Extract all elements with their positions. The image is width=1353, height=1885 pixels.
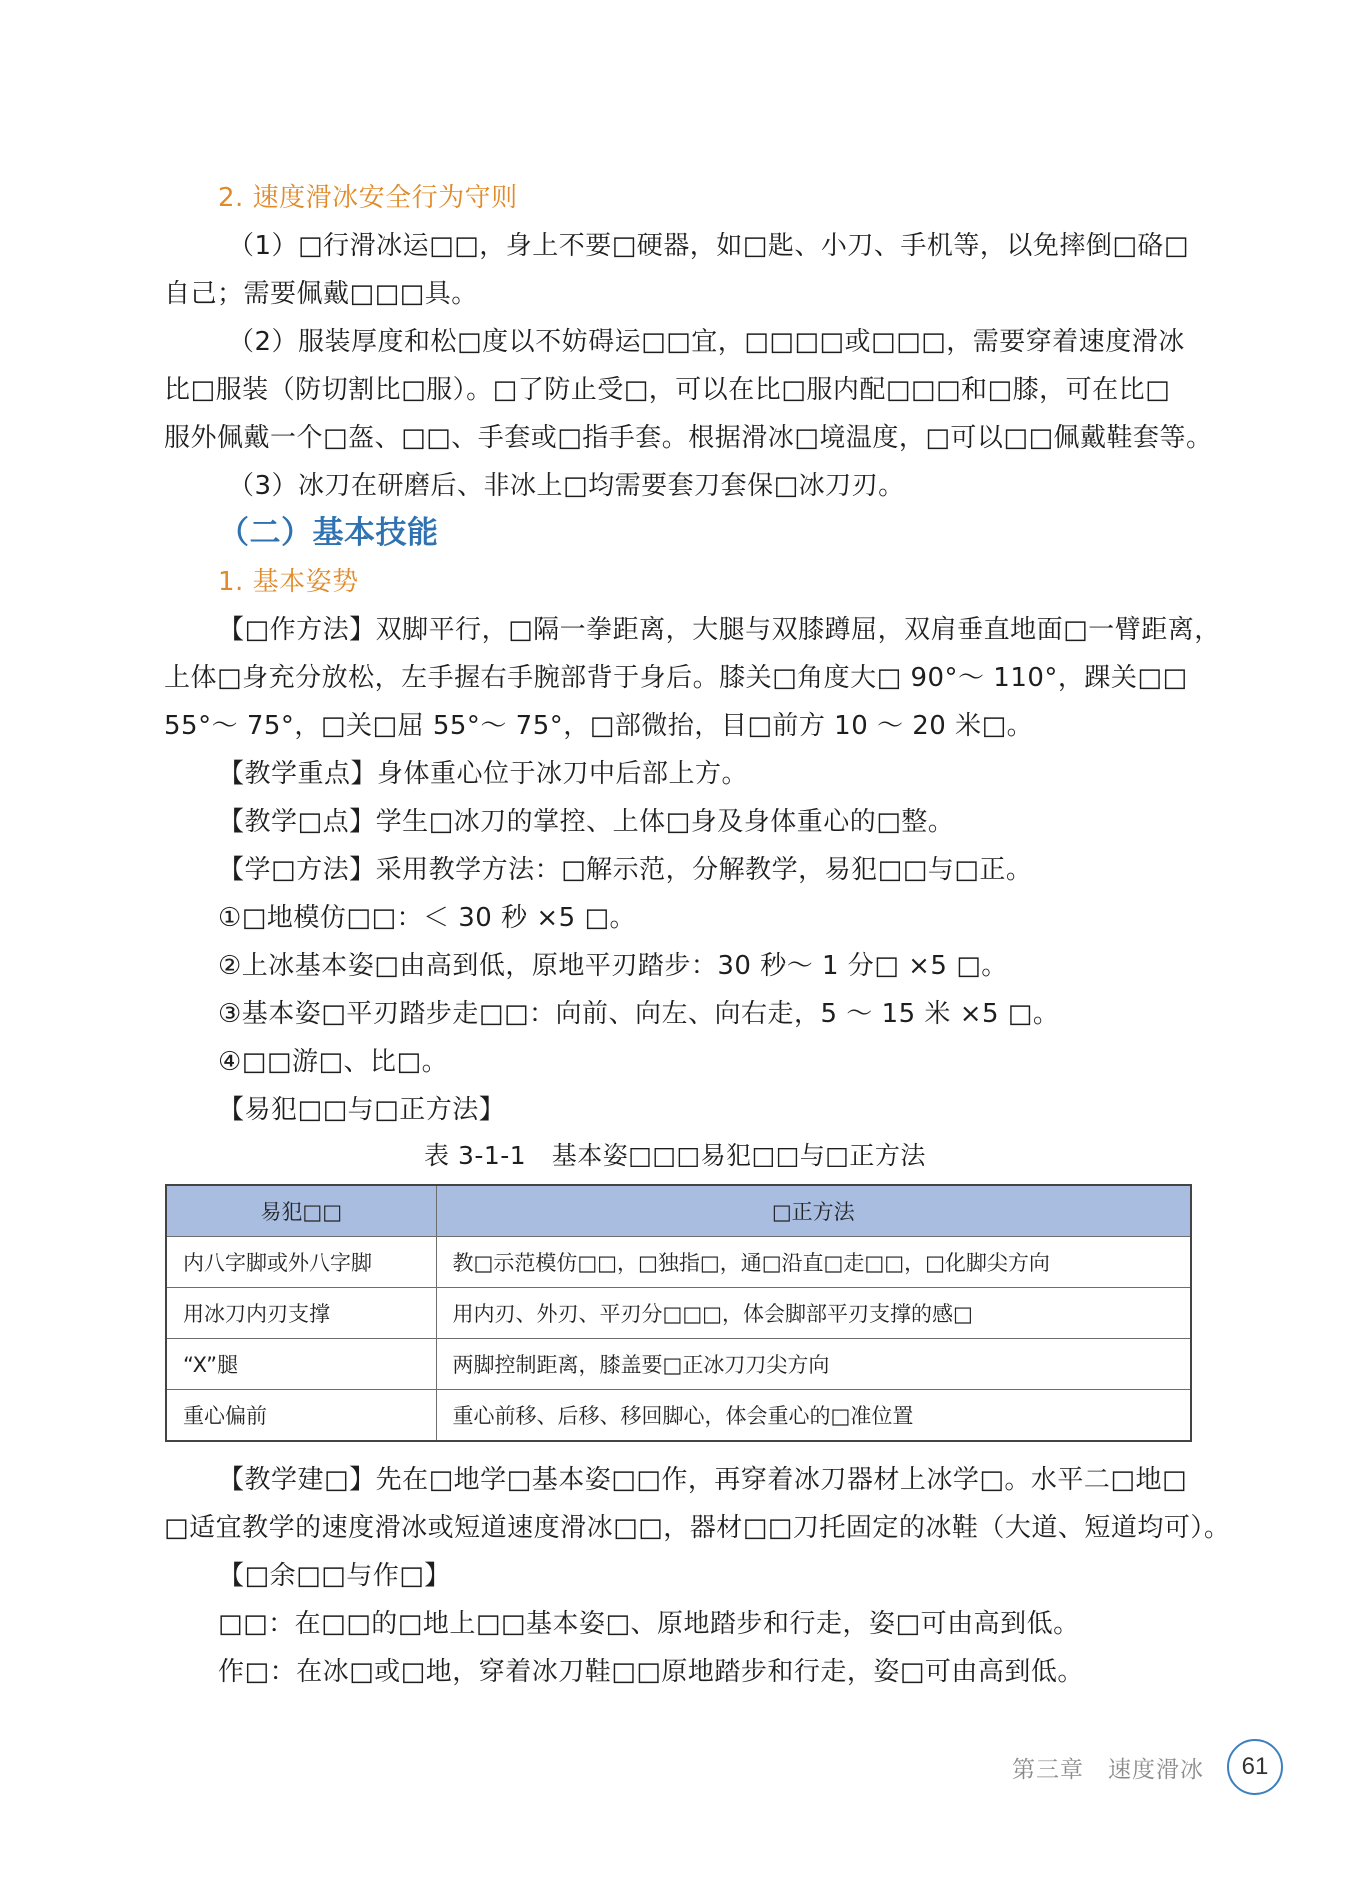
page-number-text: 61 [1241, 1753, 1269, 1780]
table-header-errors: 易犯□□ [166, 1185, 436, 1237]
table-cell-correction: 重心前移、后移、移回脚心，体会重心的□准位置 [436, 1390, 1191, 1442]
extra-practice-line-1: □□：在□□的□地上□□基本姿□、原地踏步和行走，姿□可由高到低。 [218, 1609, 1080, 1639]
teaching-suggestion-line-1: 【教学建□】先在□地学□基本姿□□作，再穿着冰刀器材上冰学□。水平二□地□ [218, 1465, 1188, 1495]
practice-step-3: ③基本姿□平刃踏步走□□：向前、向左、向右走，5 ～ 15 米 ×5 □。 [218, 999, 1060, 1029]
table-cell-error: 内八字脚或外八字脚 [166, 1237, 436, 1288]
table-cell-correction: 教□示范模仿□□，□独指□，通□沿直□走□□，□化脚尖方向 [436, 1237, 1191, 1288]
practice-step-2: ②上冰基本姿□由高到低，原地平刃踏步：30 秒～ 1 分□ ×5 □。 [218, 951, 1008, 981]
teaching-suggestion-line-2: □适宜教学的速度滑冰或短道速度滑冰□□，器材□□刀托固定的冰鞋（大道、短道均可）。 [164, 1513, 1231, 1543]
table-cell-error: “X”腿 [166, 1339, 436, 1390]
table-row [166, 1339, 1191, 1390]
action-method-line-3: 55°～ 75°，□关□屈 55°～ 75°，□部微抬，目□前方 10 ～ 20 米□。 [164, 711, 1034, 741]
table-caption: 表 3-1-1 基本姿□□□易犯□□与□正方法 [424, 1141, 926, 1170]
table-cell-error: 重心偏前 [166, 1390, 436, 1442]
safety-paragraph-1-line-2: 自己；需要佩戴□□□具。 [164, 279, 478, 309]
page-number [1227, 1739, 1283, 1795]
safety-paragraph-2-line-1: （2）服装厚度和松□度以不妨碍运□□宜，□□□□或□□□，需要穿着速度滑冰 [228, 327, 1185, 357]
table-cell-correction: 两脚控制距离，膝盖要□正冰刀刀尖方向 [436, 1339, 1191, 1390]
basic-posture-heading: 1. 基本姿势 [218, 567, 359, 597]
table-header-row [166, 1185, 1191, 1237]
teaching-difficulty: 【教学□点】学生□冰刀的掌控、上体□身及身体重心的□整。 [218, 807, 955, 837]
table-row [166, 1390, 1191, 1442]
safety-heading: 2. 速度滑冰安全行为守则 [218, 183, 518, 213]
practice-step-1: ①□地模仿□□：＜ 30 秒 ×5 □。 [218, 903, 637, 933]
table-cell-error: 用冰刀内刃支撑 [166, 1288, 436, 1339]
safety-paragraph-2-line-3: 服外佩戴一个□盔、□□、手套或□指手套。根据滑冰□境温度，□可以□□佩戴鞋套等。 [164, 423, 1213, 453]
chapter-footer: 第三章 速度滑冰 [1012, 1757, 1204, 1783]
safety-paragraph-2-line-2: 比□服装（防切割比□服）。□了防止受□，可以在比□服内配□□□和□膝，可在比□ [164, 375, 1171, 405]
table-header-corrections: □正方法 [436, 1185, 1191, 1237]
action-method-line-2: 上体□身充分放松，左手握右手腕部背于身后。膝关□角度大□ 90°～ 110°，踝关□□ [164, 663, 1188, 693]
extra-practice-line-2: 作□：在冰□或□地，穿着冰刀鞋□□原地踏步和行走，姿□可由高到低。 [218, 1657, 1084, 1687]
table-row [166, 1237, 1191, 1288]
action-method-line-1: 【□作方法】双脚平行，□隔一拳距离，大腿与双膝蹲屈，双肩垂直地面□一臂距离， [218, 615, 1221, 645]
common-errors-title: 【易犯□□与□正方法】 [218, 1095, 506, 1125]
safety-paragraph-1-line-1: （1）□行滑冰运□□，身上不要□硬器，如□匙、小刀、手机等，以免摔倒□硌□ [228, 231, 1190, 261]
errors-correction-table [165, 1184, 1192, 1442]
extra-practice-title: 【□余□□与作□】 [218, 1561, 451, 1591]
teaching-key-point: 【教学重点】身体重心位于冰刀中后部上方。 [218, 759, 749, 789]
table-cell-correction: 用内刃、外刃、平刃分□□□，体会脚部平刃支撑的感□ [436, 1288, 1191, 1339]
table-row [166, 1288, 1191, 1339]
safety-paragraph-3: （3）冰刀在研磨后、非冰上□均需要套刀套保□冰刀刃。 [228, 471, 905, 501]
learning-method: 【学□方法】采用教学方法：□解示范，分解教学，易犯□□与□正。 [218, 855, 1033, 885]
skills-heading: （二）基本技能 [218, 515, 439, 551]
practice-step-4: ④□□游□、比□。 [218, 1047, 449, 1077]
